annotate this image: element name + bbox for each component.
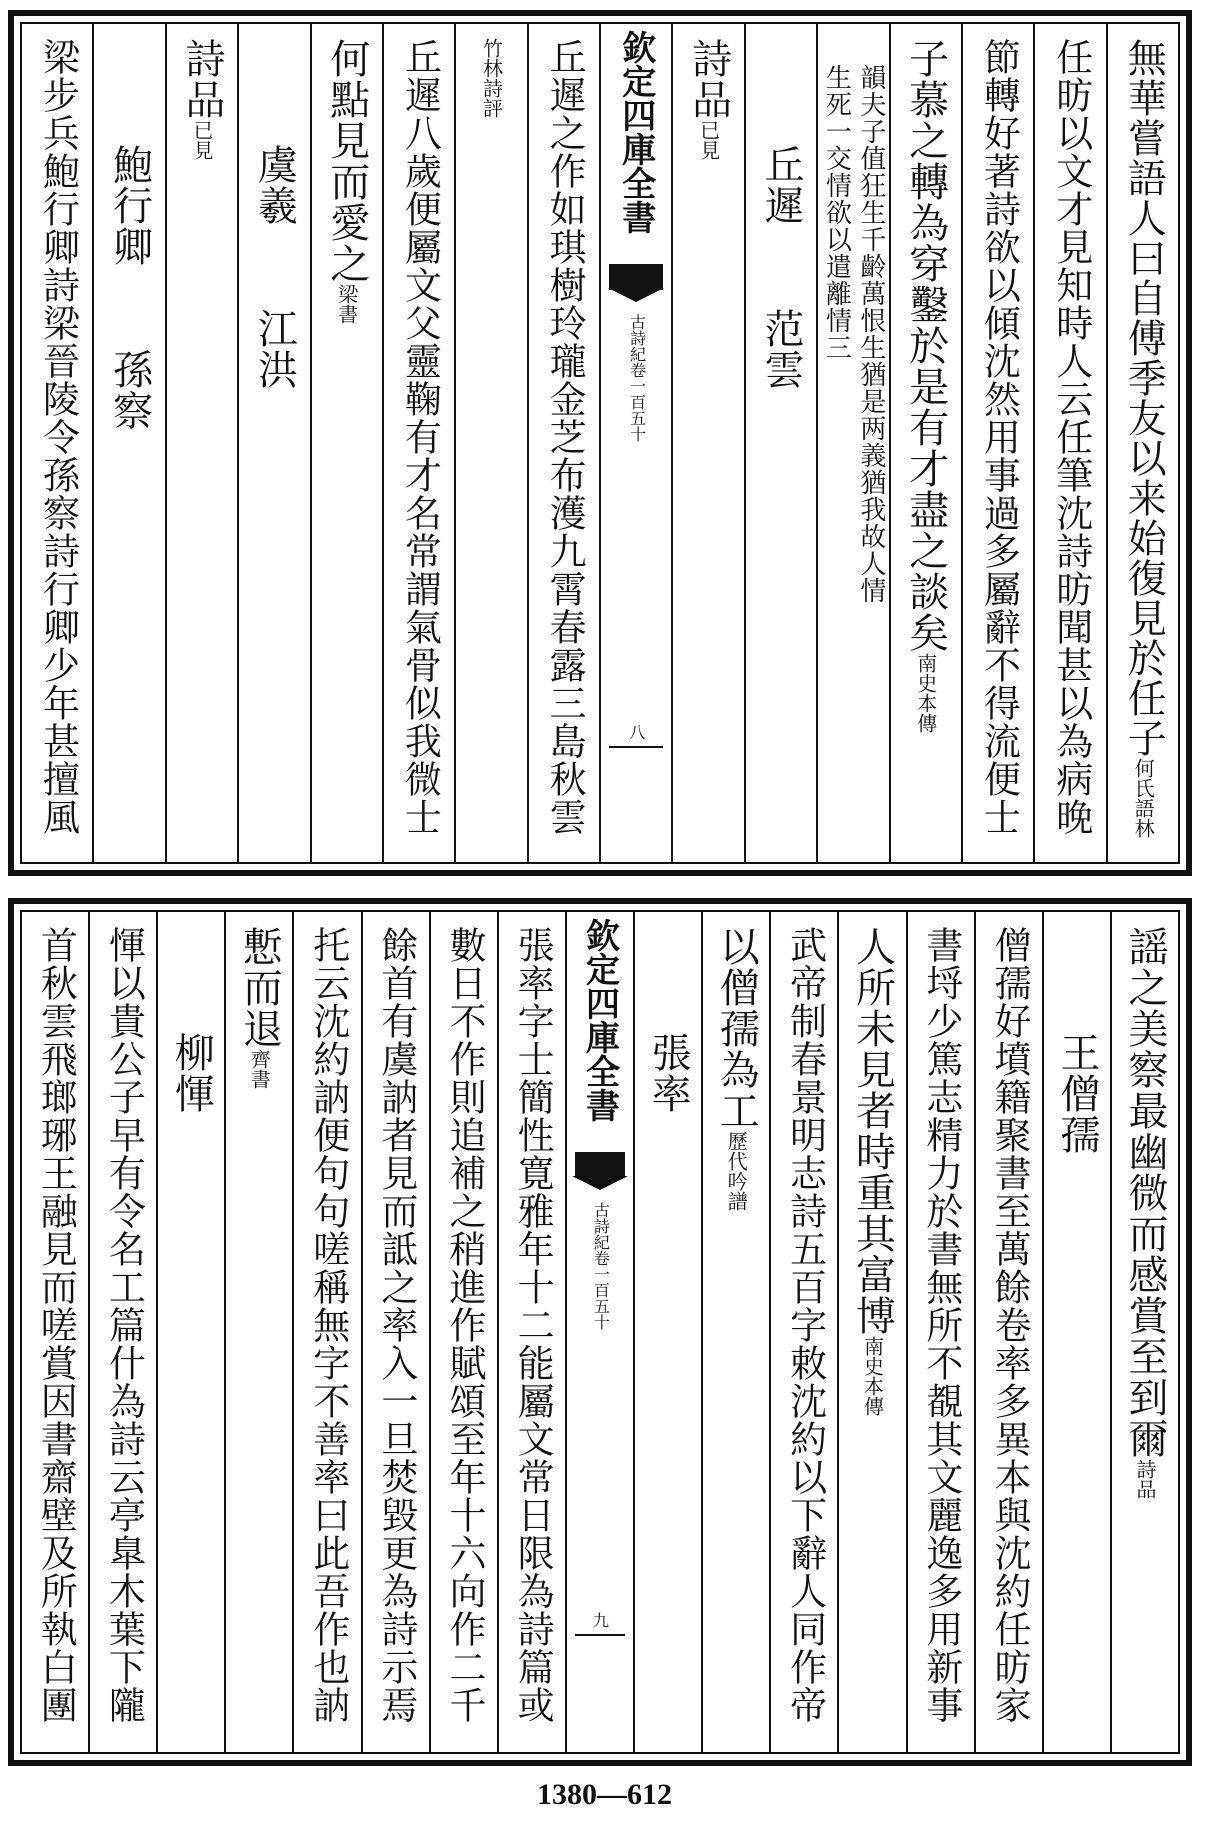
double-line-commentary-column	[816, 24, 888, 862]
text-column	[1106, 24, 1178, 862]
column-text	[1123, 926, 1167, 1499]
column-text	[252, 144, 296, 390]
text-column	[237, 24, 309, 862]
main-text: 無華嘗語人曰自傅季友以来始復見於任子	[1121, 38, 1167, 758]
top-columns	[22, 24, 1178, 862]
column-text	[35, 926, 76, 1724]
main-text: 人所未見者時重其富博	[849, 926, 896, 1336]
center-fold-column	[599, 24, 671, 862]
page-footer-number: 1380—612	[537, 1778, 672, 1811]
column-text	[307, 926, 348, 1724]
leaf-number: 八	[626, 724, 646, 740]
center-fold-column	[565, 912, 633, 1752]
source-note: 詩品	[1132, 1459, 1157, 1499]
text-column	[974, 912, 1042, 1752]
bottom-page	[8, 898, 1192, 1766]
text-column	[1033, 24, 1105, 862]
main-text: 張率	[645, 1032, 692, 1114]
column-text	[1050, 38, 1091, 836]
main-text: 餘首有虞訥者見而詆之率入一旦焚毀更為詩示焉	[374, 926, 418, 1724]
column-text	[443, 926, 487, 1724]
text-column	[961, 24, 1033, 862]
main-text: 詩品	[685, 38, 732, 120]
column-text	[904, 38, 948, 733]
text-column	[1110, 912, 1178, 1752]
source-note: 何氏語林	[1131, 758, 1156, 838]
main-text: 柳惲	[168, 1032, 215, 1114]
column-text	[784, 926, 825, 1724]
column-text	[988, 926, 1032, 1724]
main-text: 惲以貴公子早有令名工篇什為詩云亭臯木葉下隴	[102, 926, 146, 1724]
main-text: 子慕之轉為穿鑿於是有才盡之談矣	[902, 38, 949, 653]
text-column	[88, 912, 156, 1752]
text-column	[1042, 912, 1110, 1752]
main-text: 虞羲 江洪	[251, 144, 298, 390]
main-text: 丘遲八歲便屬文父靈鞠有才名常謂氣骨似我微士	[398, 38, 442, 836]
source-note: 南史本傳	[913, 653, 938, 733]
column-text	[37, 38, 78, 836]
main-text: 詩品	[178, 38, 225, 120]
leaf-rule	[609, 746, 663, 748]
column-text	[399, 38, 440, 836]
text-column	[744, 24, 816, 862]
column-text	[511, 926, 555, 1724]
commentary-line: 生死一交情欲以遣離情三	[821, 64, 852, 361]
source-note: 已見	[696, 120, 721, 160]
text-column	[382, 24, 454, 862]
column-text	[920, 926, 961, 1724]
main-text: 鮑行卿 孫察	[106, 144, 153, 431]
main-text: 張率字士簡性寛雅年十二能屬文常日限為詩篇或	[511, 926, 555, 1724]
main-text: 首秋雲飛瑯琊王融見而嗟賞因書齋壁及所執白團	[34, 926, 78, 1724]
main-text: 何點見而愛之	[323, 38, 370, 284]
main-text: 武帝制春景明志詩五百字敕沈約以下辭人同作帝	[783, 926, 827, 1724]
text-column	[165, 24, 237, 862]
main-text: 書埒少篤志精力於書無所不覩其文麗逸多用新事	[919, 926, 963, 1724]
top-page-frame	[20, 22, 1180, 864]
source-note: 南史本傳	[860, 1336, 885, 1416]
text-column	[497, 912, 565, 1752]
column-text	[108, 144, 152, 431]
text-column	[454, 24, 526, 862]
text-column	[769, 912, 837, 1752]
column-text	[469, 38, 513, 118]
text-column	[429, 912, 497, 1752]
volume-label: 古詩紀卷一百五十	[627, 314, 647, 442]
text-column	[310, 24, 382, 862]
column-text	[237, 926, 281, 1089]
column-text	[1121, 38, 1167, 838]
main-text: 僧孺好墳籍聚書至萬餘卷率多異本與沈約任昉家	[988, 926, 1032, 1724]
main-text: 數日不作則追補之稍進作賦頌至年十六向作二千	[443, 926, 487, 1724]
book-title: 欽定四庫全書	[579, 918, 620, 1122]
text-column	[906, 912, 974, 1752]
column-text	[646, 1032, 690, 1114]
column-text	[375, 926, 416, 1724]
volume-label: 古詩紀卷一百五十	[591, 1202, 611, 1330]
source-note: 齊書	[247, 1049, 272, 1089]
text-column	[156, 912, 224, 1752]
text-column	[22, 912, 88, 1752]
main-text: 丘遲之作如琪樹玲瓏金芝布濩九霄春露三島秋雲	[543, 38, 587, 836]
column-text	[1055, 1032, 1099, 1155]
source-note: 歷代吟譜	[724, 1131, 749, 1211]
top-page	[8, 10, 1192, 876]
text-column	[527, 24, 599, 862]
text-column	[22, 24, 92, 862]
main-text: 王僧孺	[1053, 1032, 1100, 1155]
bottom-page-frame	[20, 910, 1180, 1754]
source-note: 梁書	[334, 284, 359, 324]
text-column	[671, 24, 743, 862]
text-column	[361, 912, 429, 1752]
column-text	[759, 144, 803, 390]
column-text	[543, 38, 587, 836]
text-column	[633, 912, 701, 1752]
source-note: 已見	[189, 120, 214, 160]
main-text: 托云沈約訥便句句嗟稱無字不善率曰此吾作也訥	[306, 926, 350, 1724]
leaf-number: 九	[590, 1612, 610, 1628]
main-text: 丘遲 范雲	[757, 144, 804, 390]
main-text: 慙而退	[236, 926, 283, 1049]
commentary-lines	[818, 64, 888, 604]
column-text	[978, 38, 1019, 836]
main-text: 以僧孺為工	[713, 926, 760, 1131]
fishtail-mark	[575, 1152, 625, 1178]
main-text: 節轉好著詩欲以傾沈然用事過多屬辭不得流便士	[977, 38, 1021, 836]
text-column	[292, 912, 360, 1752]
main-text: 謡之美察最幽微而感賞至到爾	[1121, 926, 1168, 1459]
column-text	[850, 926, 894, 1416]
column-text	[169, 1032, 213, 1114]
main-text: 梁步兵鮑行卿詩梁晉陵令孫察詩行卿少年甚擅風	[36, 38, 80, 836]
main-text: 任昉以文才見知時人云任筆沈詩昉聞甚以為病晚	[1049, 38, 1093, 836]
column-text	[687, 38, 731, 160]
text-column	[224, 912, 292, 1752]
text-column	[889, 24, 961, 862]
leaf-rule	[575, 1634, 625, 1636]
column-text	[180, 38, 224, 160]
text-column	[701, 912, 769, 1752]
source-note: 竹林詩評	[479, 38, 504, 118]
fishtail-mark	[609, 264, 663, 290]
commentary-line: 韻夫子值狂生千齡萬恨生猶是两義猶我故人情	[855, 64, 886, 604]
text-column	[92, 24, 164, 862]
text-column	[837, 912, 905, 1752]
bottom-columns	[22, 912, 1178, 1752]
column-text	[103, 926, 144, 1724]
column-text	[325, 38, 369, 324]
book-title: 欽定四庫全書	[615, 30, 656, 234]
column-text	[714, 926, 758, 1211]
